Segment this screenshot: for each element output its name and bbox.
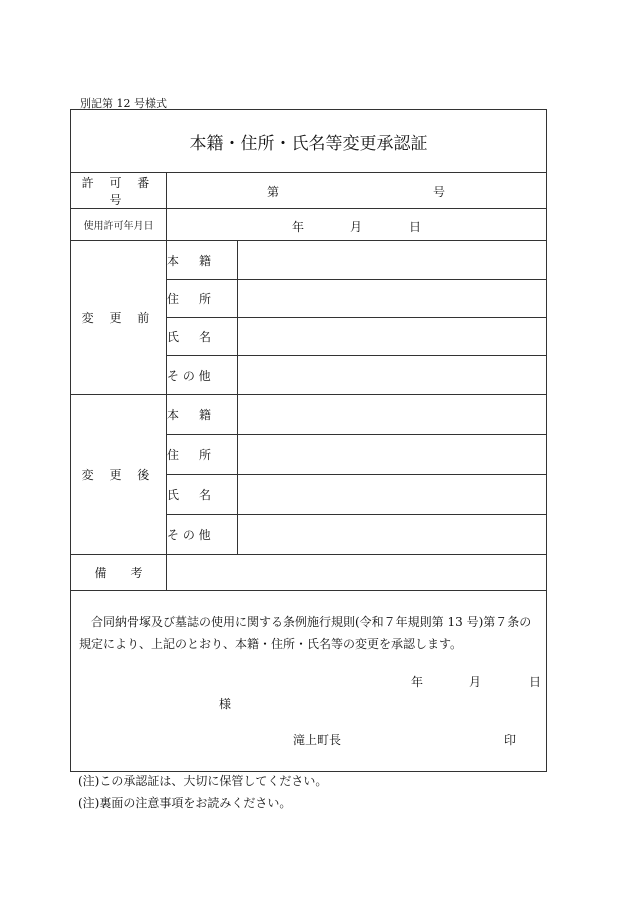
permit-number-field <box>167 173 547 209</box>
before-other-label: そ の 他 <box>167 356 238 395</box>
remarks-label: 備 考 <box>71 555 167 591</box>
after-other-label: そ の 他 <box>167 515 238 555</box>
statement-year: 年 <box>411 675 424 689</box>
statement-text: 合同納骨塚及び墓誌の使用に関する条例施行規則(令和７年規則第 13 号)第７条の規定により、上記のとおり、本籍・住所・氏名等の変更を承認します。 <box>79 615 532 651</box>
after-change-label: 変 更 後 <box>71 395 167 555</box>
remarks-field[interactable] <box>167 555 547 591</box>
permit-date-month: 月 <box>350 219 363 234</box>
after-name-field[interactable] <box>238 475 547 515</box>
before-change-label: 変 更 前 <box>71 241 167 395</box>
after-address-label: 住 所 <box>167 435 238 475</box>
approval-statement <box>71 591 547 772</box>
permit-number-suffix: 号 <box>433 184 446 199</box>
statement-month: 月 <box>469 675 482 689</box>
seal-mark: 印 <box>504 733 517 747</box>
before-name-label: 氏 名 <box>167 318 238 356</box>
permit-date-day: 日 <box>409 219 422 234</box>
permit-number-label: 許 可 番 号 <box>71 173 167 209</box>
after-address-field[interactable] <box>238 435 547 475</box>
note-item: (注)裏面の注意事項をお読みください。 <box>78 796 292 810</box>
before-other-field[interactable] <box>238 356 547 395</box>
after-other-field[interactable] <box>238 515 547 555</box>
before-honseki-label: 本 籍 <box>167 241 238 280</box>
note-item: (注)この承認証は、大切に保管してください。 <box>78 774 328 788</box>
form-title: 本籍・住所・氏名等変更承認証 <box>71 110 547 173</box>
permit-number-prefix: 第 <box>267 184 280 199</box>
before-name-field[interactable] <box>238 318 547 356</box>
addressee-suffix: 様 <box>219 697 232 711</box>
before-address-label: 住 所 <box>167 280 238 318</box>
statement-day: 日 <box>529 675 542 689</box>
permit-date-field <box>167 209 547 241</box>
notes <box>78 770 327 814</box>
after-honseki-field[interactable] <box>238 395 547 435</box>
before-honseki-field[interactable] <box>238 241 547 280</box>
form-id: 別記第 12 号様式 <box>80 97 167 110</box>
permit-date-year: 年 <box>292 219 305 234</box>
after-name-label: 氏 名 <box>167 475 238 515</box>
after-honseki-label: 本 籍 <box>167 395 238 435</box>
approval-form-table <box>70 109 547 772</box>
before-address-field[interactable] <box>238 280 547 318</box>
permit-date-label: 使用許可年月日 <box>71 209 167 241</box>
issuer-name: 滝上町長 <box>293 733 342 747</box>
